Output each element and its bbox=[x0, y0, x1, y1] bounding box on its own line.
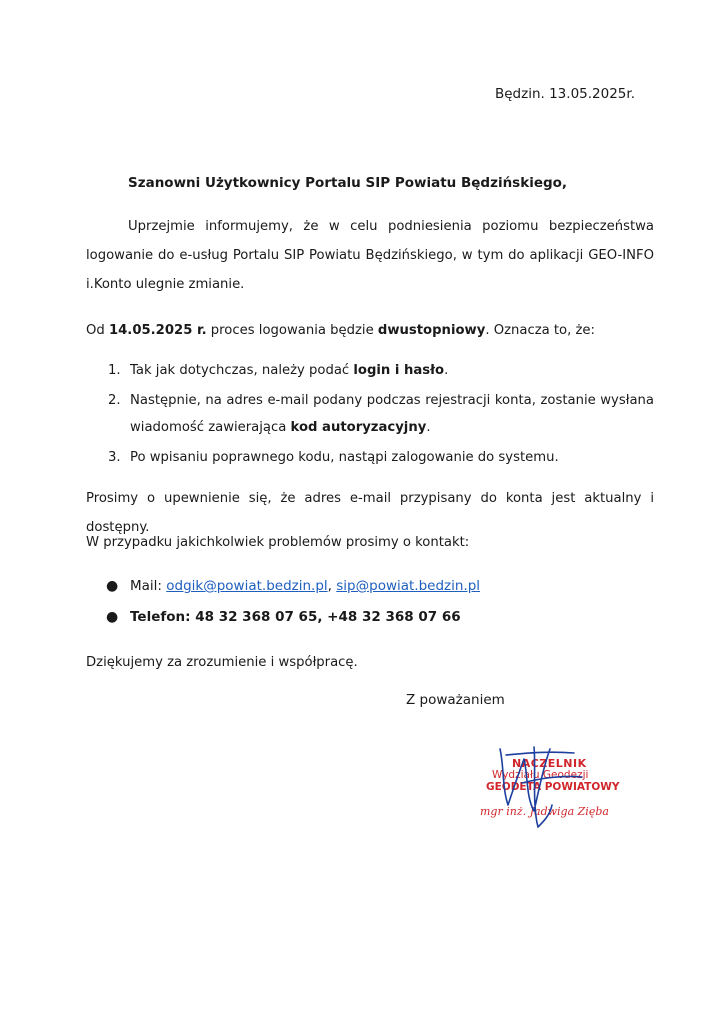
ensure-text: Prosimy o upewnienie się, że adres e-mail przypisany do konta jest aktualny i dostępny. bbox=[86, 491, 654, 535]
email-link-odgik[interactable]: odgik@powiat.bedzin.pl bbox=[166, 578, 328, 594]
handwritten-signature bbox=[478, 735, 628, 835]
contact-list bbox=[86, 572, 654, 634]
list-item bbox=[86, 572, 654, 600]
step-text: Następnie, na adres e-mail podany podczas rejestracji konta, zostanie wysłana wiadomość zawierająca bbox=[130, 393, 654, 435]
stamp-title: NACZELNIK bbox=[512, 757, 587, 770]
contact-intro-text: W przypadku jakichkolwiek problemów prosimy o kontakt: bbox=[86, 535, 470, 550]
official-stamp bbox=[470, 735, 630, 825]
steps-list bbox=[86, 357, 654, 474]
two-step-date: 14.05.2025 r. bbox=[108, 323, 207, 338]
step-text: Po wpisaniu poprawnego kodu, nastąpi zalogowanie do systemu. bbox=[130, 450, 559, 465]
contact-intro-paragraph bbox=[86, 528, 654, 557]
two-step-suffix: . Oznacza to, że: bbox=[485, 323, 595, 338]
step-number: 3. bbox=[108, 450, 121, 465]
step-after: . bbox=[426, 420, 431, 435]
step-text: Tak jak dotychczas, należy podać bbox=[130, 363, 354, 378]
letter-date: Będzin. 13.05.2025r. bbox=[494, 86, 635, 102]
intro-paragraph bbox=[86, 212, 654, 299]
bullet-icon: ● bbox=[106, 609, 119, 625]
step-number: 1. bbox=[108, 363, 121, 378]
closing-regards: Z poważaniem bbox=[406, 692, 505, 708]
list-item bbox=[86, 603, 654, 631]
email-link-sip[interactable]: sip@powiat.bedzin.pl bbox=[336, 578, 481, 594]
two-step-paragraph bbox=[86, 316, 654, 345]
mail-label: Mail: bbox=[130, 578, 167, 594]
email-separator: , bbox=[327, 578, 337, 594]
step-bold: kod autoryzacyjny bbox=[290, 420, 427, 435]
thanks-paragraph bbox=[86, 648, 654, 677]
step-number: 2. bbox=[108, 393, 121, 408]
thanks-text: Dziękujemy za zrozumienie i współpracę. bbox=[86, 655, 358, 670]
signature-stroke bbox=[500, 747, 582, 827]
stamp-department: Wydziału Geodezji bbox=[492, 769, 589, 781]
step-bold: login i hasło bbox=[353, 363, 445, 378]
list-item bbox=[86, 444, 654, 471]
bullet-icon: ● bbox=[106, 578, 119, 594]
letter-greeting: Szanowni Użytkownicy Portalu SIP Powiatu Będzińskiego, bbox=[128, 175, 568, 191]
intro-text: Uprzejmie informujemy, że w celu podniesienia poziomu bezpieczeństwa logowanie do e-usług Portalu SIP Powiatu Będzińskiego, w tym do aplikacji GEO-INFO i.Konto ulegnie zmianie. bbox=[86, 219, 654, 292]
step-after: . bbox=[444, 363, 449, 378]
list-item bbox=[86, 387, 654, 441]
stamp-signatory: mgr inż. Jadwiga Zięba bbox=[480, 805, 609, 818]
stamp-role: GEODETA POWIATOWY bbox=[486, 781, 620, 793]
two-step-middle: proces logowania będzie bbox=[206, 323, 378, 338]
list-item bbox=[86, 357, 654, 384]
two-step-prefix: Od bbox=[86, 323, 109, 338]
two-step-keyword: dwustopniowy bbox=[377, 323, 486, 338]
phone-text: Telefon: 48 32 368 07 65, +48 32 368 07 66 bbox=[130, 609, 461, 625]
